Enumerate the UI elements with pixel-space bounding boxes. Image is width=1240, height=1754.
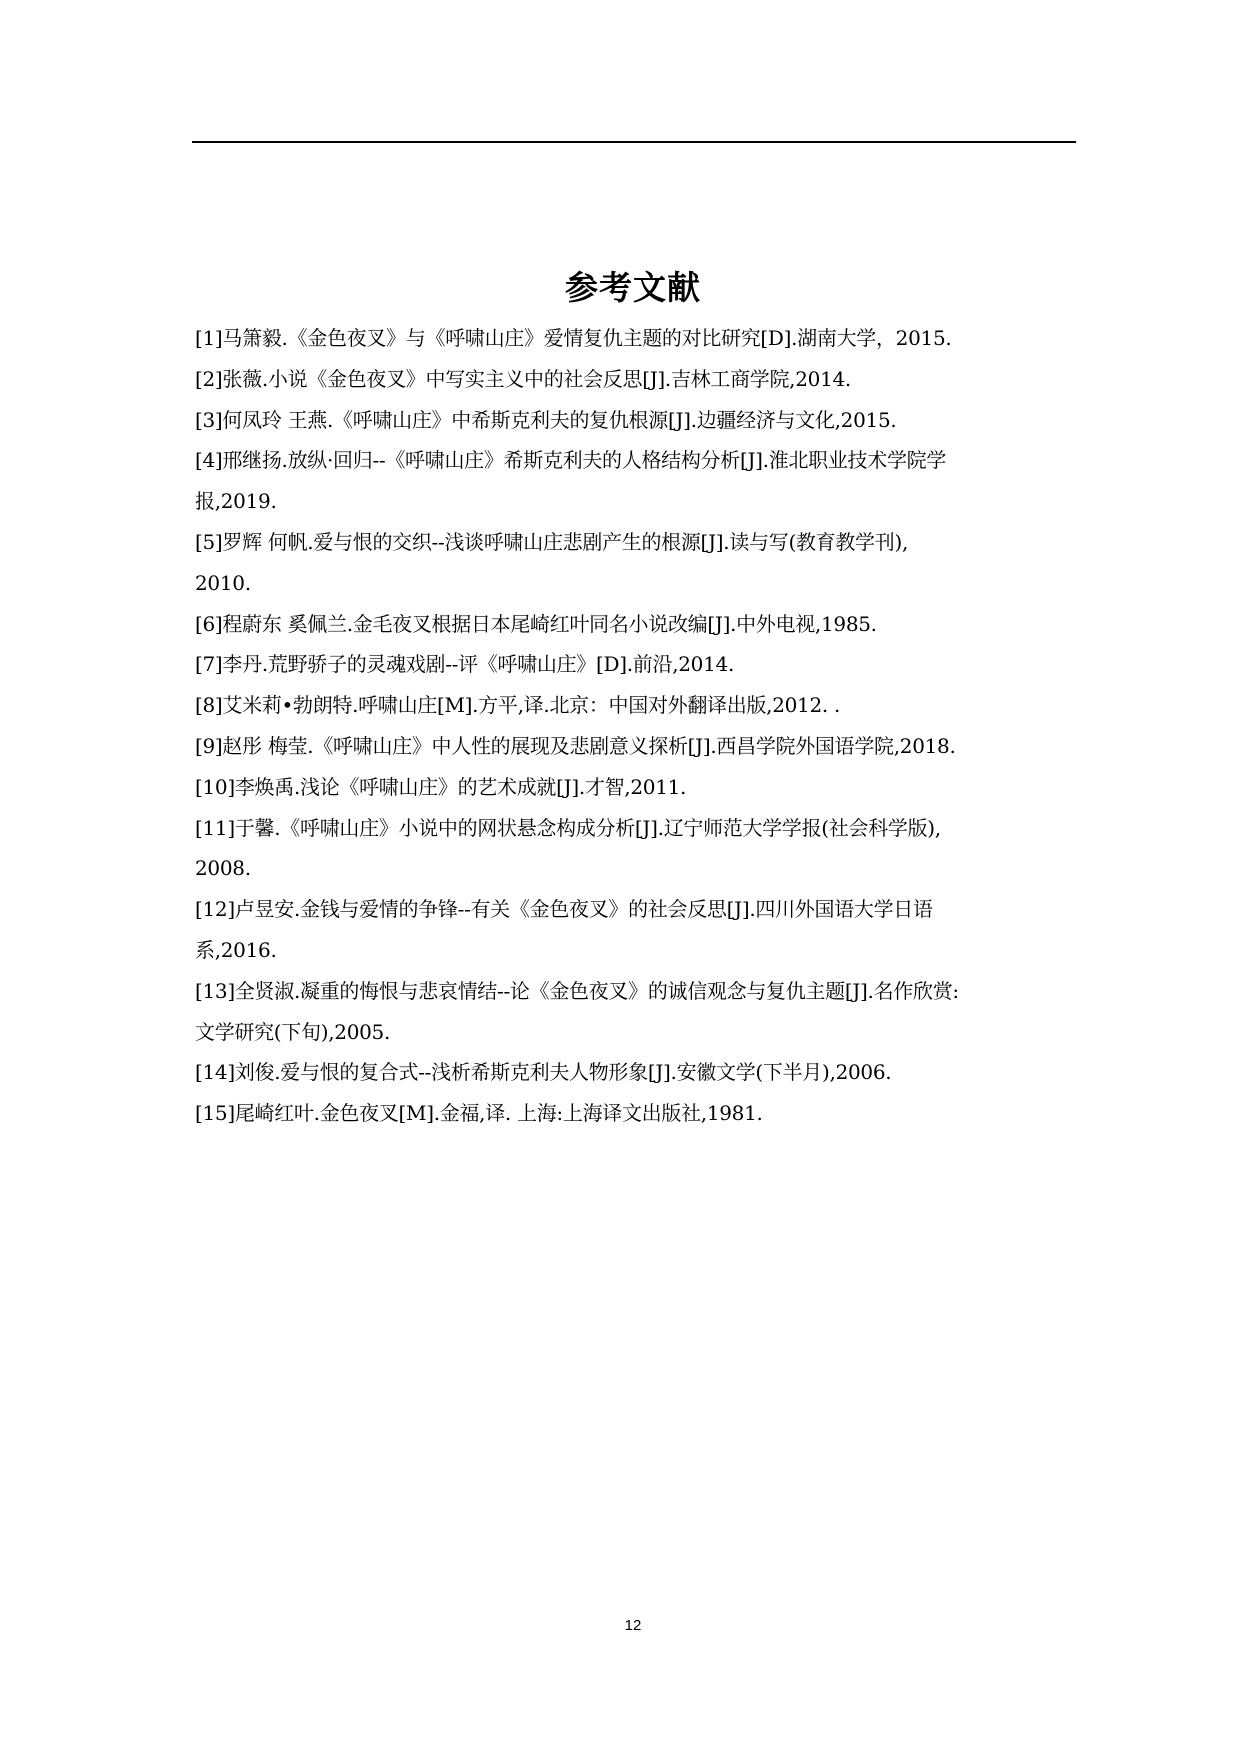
reference-item [195, 1093, 1085, 1134]
reference-line: [7]李丹.荒野骄子的灵魂戏剧--评《呼啸山庄》[D].前沿,2014. [195, 652, 735, 677]
reference-line: 系,2016. [195, 937, 277, 962]
reference-item [195, 808, 1085, 890]
reference-line: 文学研究(下旬),2005. [195, 1019, 391, 1044]
reference-line: [2]张薇.小说《金色夜叉》中写实主义中的社会反思[J].吉林工商学院,2014. [195, 366, 851, 391]
reference-line: [5]罗辉 何帆.爱与恨的交织--浅谈呼啸山庄悲剧产生的根源[J].读与写(教育教学刊), [195, 529, 909, 554]
reference-line: [10]李焕禹.浅论《呼啸山庄》的艺术成就[J].才智,2011. [195, 774, 687, 799]
reference-item [195, 971, 1085, 1053]
reference-list [195, 318, 1085, 1134]
page-number: 12 [624, 1617, 642, 1634]
reference-line: [8]艾米莉•勃朗特.呼啸山庄[M].方平,译.北京：中国对外翻译出版,2012. . [195, 693, 841, 718]
reference-line: [13]全贤淑.凝重的悔恨与悲哀情结--论《金色夜叉》的诚信观念与复仇主题[J].名作欣赏: [195, 978, 959, 1003]
reference-item [195, 767, 1085, 808]
reference-item [195, 1052, 1085, 1093]
reference-item [195, 685, 1085, 726]
reference-item [195, 440, 1085, 522]
reference-line: [11]于馨.《呼啸山庄》小说中的网状悬念构成分析[J].辽宁师范大学学报(社会科学版), [195, 815, 941, 840]
reference-item [195, 604, 1085, 645]
reference-line: [1]马箫毅.《金色夜叉》与《呼啸山庄》爱情复仇主题的对比研究[D].湖南大学，2015. [195, 326, 952, 350]
page-title: 参考文献 [565, 268, 701, 307]
reference-item [195, 359, 1085, 400]
reference-item [195, 644, 1085, 685]
reference-line: [12]卢昱安.金钱与爱情的争锋--有关《金色夜叉》的社会反思[J].四川外国语大学日语 [195, 897, 933, 922]
reference-line: [3]何凤玲 王燕.《呼啸山庄》中希斯克利夫的复仇根源[J].边疆经济与文化,2015. [195, 407, 897, 432]
reference-item [195, 726, 1085, 767]
reference-line: 2010. [195, 570, 251, 595]
reference-line: [4]邢继扬.放纵·回归--《呼啸山庄》希斯克利夫的人格结构分析[J].淮北职业技术学院学 [195, 448, 947, 473]
reference-line: 报,2019. [195, 489, 277, 514]
reference-line: [14]刘俊.爱与恨的复合式--浅析希斯克利夫人物形象[J].安徽文学(下半月),2006. [195, 1060, 892, 1085]
reference-line: [9]赵彤 梅莹.《呼啸山庄》中人性的展现及悲剧意义探析[J].西昌学院外国语学院,2018. [195, 733, 956, 758]
reference-item [195, 522, 1085, 604]
reference-item [195, 889, 1085, 971]
reference-line: [15]尾崎红叶.金色夜叉[M].金福,译. 上海:上海译文出版社,1981. [195, 1101, 763, 1126]
reference-item [195, 400, 1085, 441]
reference-item [195, 318, 1085, 359]
header-rule [192, 141, 1076, 143]
reference-line: [6]程蔚东 奚佩兰.金毛夜叉根据日本尾崎红叶同名小说改编[J].中外电视,1985. [195, 611, 877, 636]
reference-line: 2008. [195, 856, 251, 881]
